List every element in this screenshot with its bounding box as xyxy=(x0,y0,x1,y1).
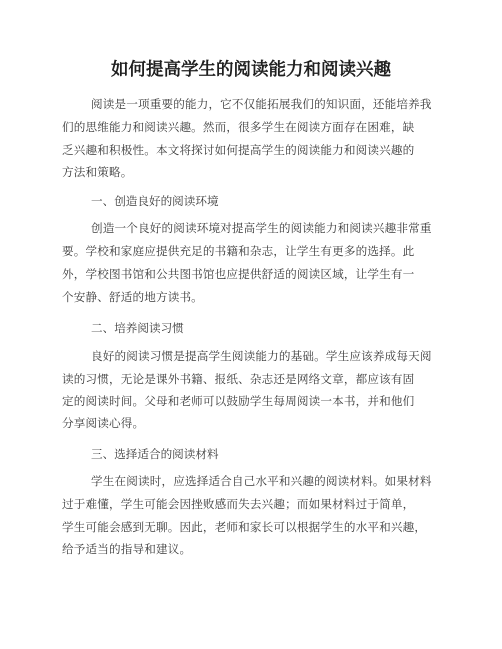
section-heading: 三、选择适合的阅读材料 xyxy=(91,447,219,461)
section-line: 学生可能会感到无聊。因此，老师和家长可以根据学生的水平和兴趣， xyxy=(62,520,427,534)
page-title: 如何提高学生的阅读能力和阅读兴趣 xyxy=(111,60,391,80)
section-line: 创造一个良好的阅读环境对提高学生的阅读能力和阅读兴趣非常重 xyxy=(91,221,432,235)
section-heading: 一、创造良好的阅读环境 xyxy=(91,194,219,208)
intro-line: 阅读是一项重要的能力，它不仅能拓展我们的知识面，还能培养我 xyxy=(91,97,432,111)
section-line: 个安静、舒适的地方读书。 xyxy=(62,290,203,304)
section-line: 良好的阅读习惯是提高学生阅读能力的基础。学生应该养成每天阅 xyxy=(91,349,432,363)
section-line: 外，学校图书馆和公共图书馆也应提供舒适的阅读区域，让学生有一 xyxy=(62,267,415,281)
intro-line: 乏兴趣和积极性。本文将探讨如何提高学生的阅读能力和阅读兴趣的 xyxy=(62,143,415,157)
section-line: 定的阅读时间。父母和老师可以鼓励学生每周阅读一本书，并和他们 xyxy=(62,394,415,408)
section-line: 过于难懂，学生可能会因挫败感而失去兴趣；而如果材料过于简单， xyxy=(62,497,415,511)
intro-line: 们的思维能力和阅读兴趣。然而，很多学生在阅读方面存在困难，缺 xyxy=(62,120,415,134)
section-line: 读的习惯，无论是课外书籍、报纸、杂志还是网络文章，都应该有固 xyxy=(62,372,415,386)
intro-line: 方法和策略。 xyxy=(62,165,133,179)
section-line: 学生在阅读时，应选择适合自己水平和兴趣的阅读材料。如果材料 xyxy=(91,474,432,488)
section-line: 分享阅读心得。 xyxy=(62,416,145,430)
section-heading: 二、培养阅读习惯 xyxy=(91,321,184,335)
section-line: 给予适当的指导和建议。 xyxy=(62,542,192,556)
section-line: 要。学校和家庭应提供充足的书籍和杂志，让学生有更多的选择。此 xyxy=(62,244,415,258)
